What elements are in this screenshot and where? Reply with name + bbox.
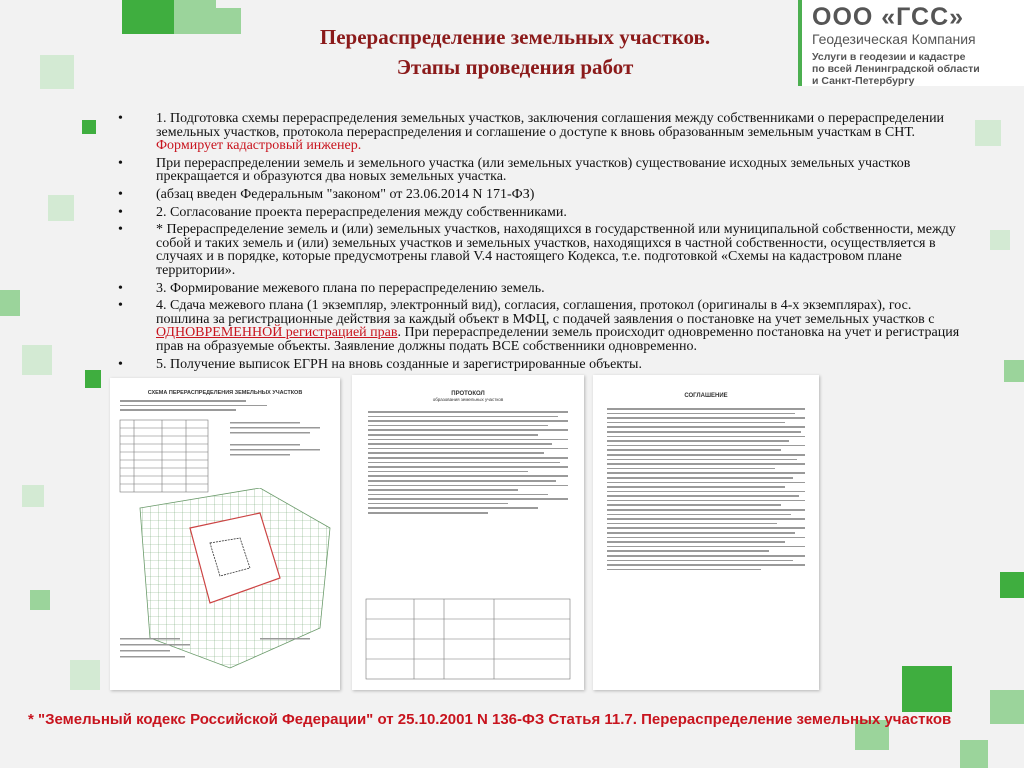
logo-tagline: Услуги в геодезии и кадастре <box>812 51 966 63</box>
item-highlight: ОДНОВРЕМЕННОЙ регистрацией прав <box>156 325 398 341</box>
logo-subtitle: Геодезическая Компания <box>812 31 976 47</box>
protocol-table <box>352 597 584 687</box>
decor-square <box>1000 572 1024 598</box>
footer-reference: * "Земельный кодекс Российской Федерации" от 25.10.2001 N 136-ФЗ Статья 11.7. Перераспределение земельных участков <box>28 711 952 728</box>
protocol-document <box>352 375 584 690</box>
item-text: При перераспределении земель и земельного участка (или земельных участков) существование исходных земельных участков прекращается и образуются два новых земельных участка. <box>156 155 911 185</box>
item-text: 2. Согласование проекта перераспределения между собственниками. <box>156 204 567 220</box>
logo-tagline: и Санкт-Петербургу <box>812 75 915 87</box>
item-text: 5. Получение выписок ЕГРН на вновь созданные и зарегистрированные объекты. <box>156 356 642 372</box>
item-text: 4. Сдача межевого плана (1 экземпляр, электронный вид), согласия, соглашения, протокол (оригиналы в 4-х экземплярах), гос. пошлина за регистрационные действия за каждый объект в МФЦ, с подачей заявления о постановке на учет земельных участков с <box>156 298 935 327</box>
decor-square <box>1004 360 1024 382</box>
list-item: • При перераспределении земель и земельного участка (или земельных участков) существование исходных земельных участков прекращается и образуются два новых земельных участка. <box>118 155 911 185</box>
list-item: • 4. Сдача межевого плана (1 экземпляр, электронный вид), согласия, соглашения, протокол (оригиналы в 4-х экземплярах), гос. пошлина за регистрационные действия за каждый объект в МФЦ, с подачей заявления о постановке на учет земельных участков с ОДНОВРЕМЕННОЙ регистрацией прав. При перераспределении земель происходит одновременно постановка на учет и регистрация прав на образуемые объекты. Заявление должны подать ВСЕ собственники одновременно. <box>118 298 960 354</box>
list-item: • (абзац введен Федеральным "законом" от 23.06.2014 N 171-ФЗ) <box>118 186 535 202</box>
agreement-document <box>593 375 819 690</box>
list-item: • * Перераспределение земель и (или) земельных участков, находящихся в государственной или муниципальной собственности, между собой и таких земель и (или) земельных участков и земельных участков, находящихся в частной собственности, осуществляется в случаях и в порядке, которые предусмотрены главой V.4 настоящего Кодекса, т.е. подготовкой «Схемы на кадастровом плане территории». <box>118 222 956 278</box>
protocol-title: ПРОТОКОЛ <box>451 391 485 397</box>
company-logo <box>798 0 1024 86</box>
decor-square <box>975 120 1001 146</box>
list-item: • 1. Подготовка схемы перераспределения земельных участков, заключения соглашения между собственниками о перераспределении земельных участков, протокола перераспределения и соглашение о доступе к вновь образованным земельным участкам в СНТ. Формирует кадастровый инженер. <box>118 111 945 154</box>
item-text: 1. Подготовка схемы перераспределения земельных участков, заключения соглашения между собственниками о перераспределении земельных участков, протокола перераспределения и соглашение о доступе к вновь образованным земельным участкам в СНТ. <box>156 111 945 140</box>
decor-square <box>902 666 952 712</box>
list-item: • 3. Формирование межевого плана по перераспределению земель. <box>118 280 545 296</box>
steps-list <box>118 112 960 375</box>
decor-square <box>22 345 52 375</box>
decor-square <box>30 590 50 610</box>
scheme-title: СХЕМА ПЕРЕРАСПРЕДЕЛЕНИЯ ЗЕМЕЛЬНЫХ УЧАСТКОВ <box>147 390 303 396</box>
scheme-table <box>110 418 340 498</box>
item-text: (абзац введен Федеральным "законом" от 23.06.2014 N 171-ФЗ) <box>156 186 535 202</box>
list-item: • 2. Согласование проекта перераспределения между собственниками. <box>118 204 567 220</box>
list-item: • 5. Получение выписок ЕГРН на вновь созданные и зарегистрированные объекты. <box>118 356 642 372</box>
decor-square <box>48 195 74 221</box>
item-highlight: Формирует кадастровый инженер. <box>156 138 362 154</box>
item-text: . При перераспределении земель происходит одновременно постановка на учет и регистрация прав на образуемые объекты. Заявление должны подать ВСЕ собственники одновременно. <box>156 325 960 354</box>
item-text: 3. Формирование межевого плана по перераспределению земель. <box>156 280 545 296</box>
agreement-title: СОГЛАШЕНИЕ <box>684 393 728 399</box>
decor-square <box>82 120 96 134</box>
decor-square <box>960 740 988 768</box>
decor-square <box>122 0 174 34</box>
protocol-subtitle: образования земельных участков <box>432 397 504 402</box>
decor-square <box>990 230 1010 250</box>
decor-square <box>22 485 44 507</box>
logo-tagline: по всей Ленинградской области <box>812 63 980 75</box>
decor-square <box>0 290 20 316</box>
decor-square <box>70 660 100 690</box>
title-line-2: Этапы проведения работ <box>396 55 634 79</box>
slide-title <box>190 22 840 82</box>
decor-square <box>40 55 74 89</box>
decor-square <box>990 690 1024 724</box>
title-line-1: Перераспределение земельных участков. <box>319 25 711 49</box>
item-text: * Перераспределение земель и (или) земельных участков, находящихся в государственной или муниципальной собственности, между собой и таких земель и (или) земельных участков и земельных участков, находящихся в частной собственности, осуществляется в случаях и в порядке, которые предусмотрены главой V.4 настоящего Кодекса, т.е. подготовкой «Схемы на кадастровом плане территории». <box>156 222 956 278</box>
decor-square <box>85 370 101 388</box>
cadastral-map <box>110 488 340 688</box>
logo-name: ООО «ГСС» <box>812 3 965 31</box>
scheme-document <box>110 378 340 690</box>
